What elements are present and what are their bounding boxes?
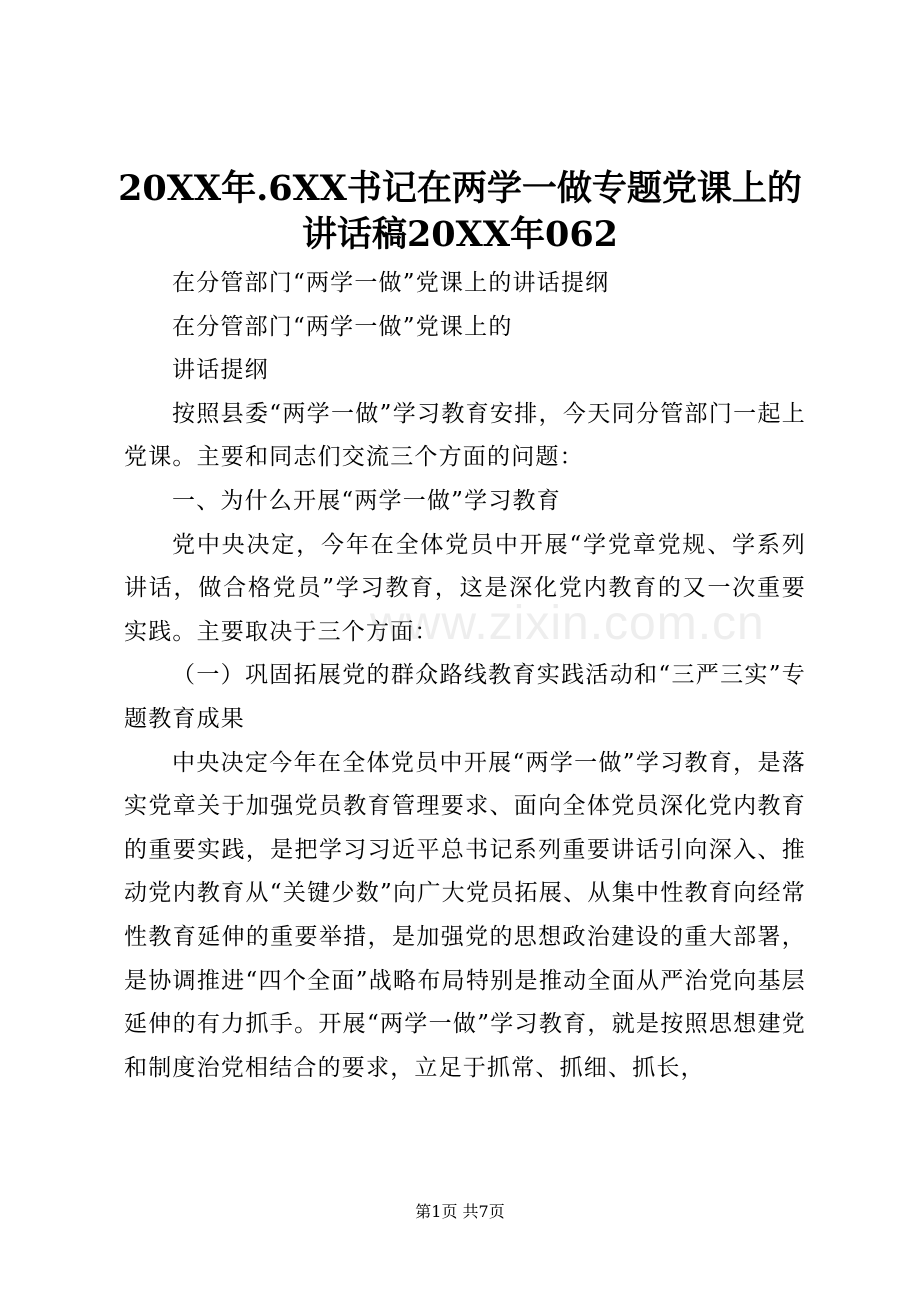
paragraph: 在分管部门“两学一做”党课上的讲话提纲 — [172, 270, 610, 296]
paragraph: 党中央决定，今年在全体党员中开展“学党章党规、学系列讲话，做合格党员”学习教育，这是深化党内教育的又一次重要实践。主要取决于三个方面： — [124, 531, 806, 645]
section-heading: 一、为什么开展“两学一做”学习教育 — [172, 487, 561, 514]
paragraph: 讲话提纲 — [172, 357, 269, 384]
subsection-heading: （一）巩固拓展党的群众路线教育实践活动和“三严三实”专题教育成果 — [124, 662, 806, 732]
page-footer: 第1页 共7页 — [415, 1202, 505, 1221]
watermark: www.zixin.com.cn — [370, 597, 765, 650]
paragraph: 按照县委“两学一做”学习教育安排，今天同分管部门一起上党课。主要和同志们交流三个方面的问题： — [124, 400, 806, 471]
document-body — [124, 262, 806, 1090]
document-title: 20XX年.6XX书记在两学一做专题党课上的讲话稿20XX年062 — [118, 168, 802, 255]
paragraph: 中央决定今年在全体党员中开展“两学一做”学习教育，是落实党章关于加强党员教育管理要求、面向全体党员深化党内教育的重要实践，是把学习习近平总书记系列重要讲话引向深入、推动党内教育从“关键少数”向广大党员拓展、从集中性教育向经常性教育延伸的重要举措，是加强党的思想政治建设的重大部署，是协调推进“四个全面”战略布局特别是推动全面从严治党向基层延伸的有力抓手。开展“两学一做”学习教育，就是按照思想建党和制度治党相结合的要求，立足于抓常、抓细、抓长， — [124, 749, 806, 1081]
paragraph: 在分管部门“两学一做”党课上的 — [172, 313, 513, 340]
